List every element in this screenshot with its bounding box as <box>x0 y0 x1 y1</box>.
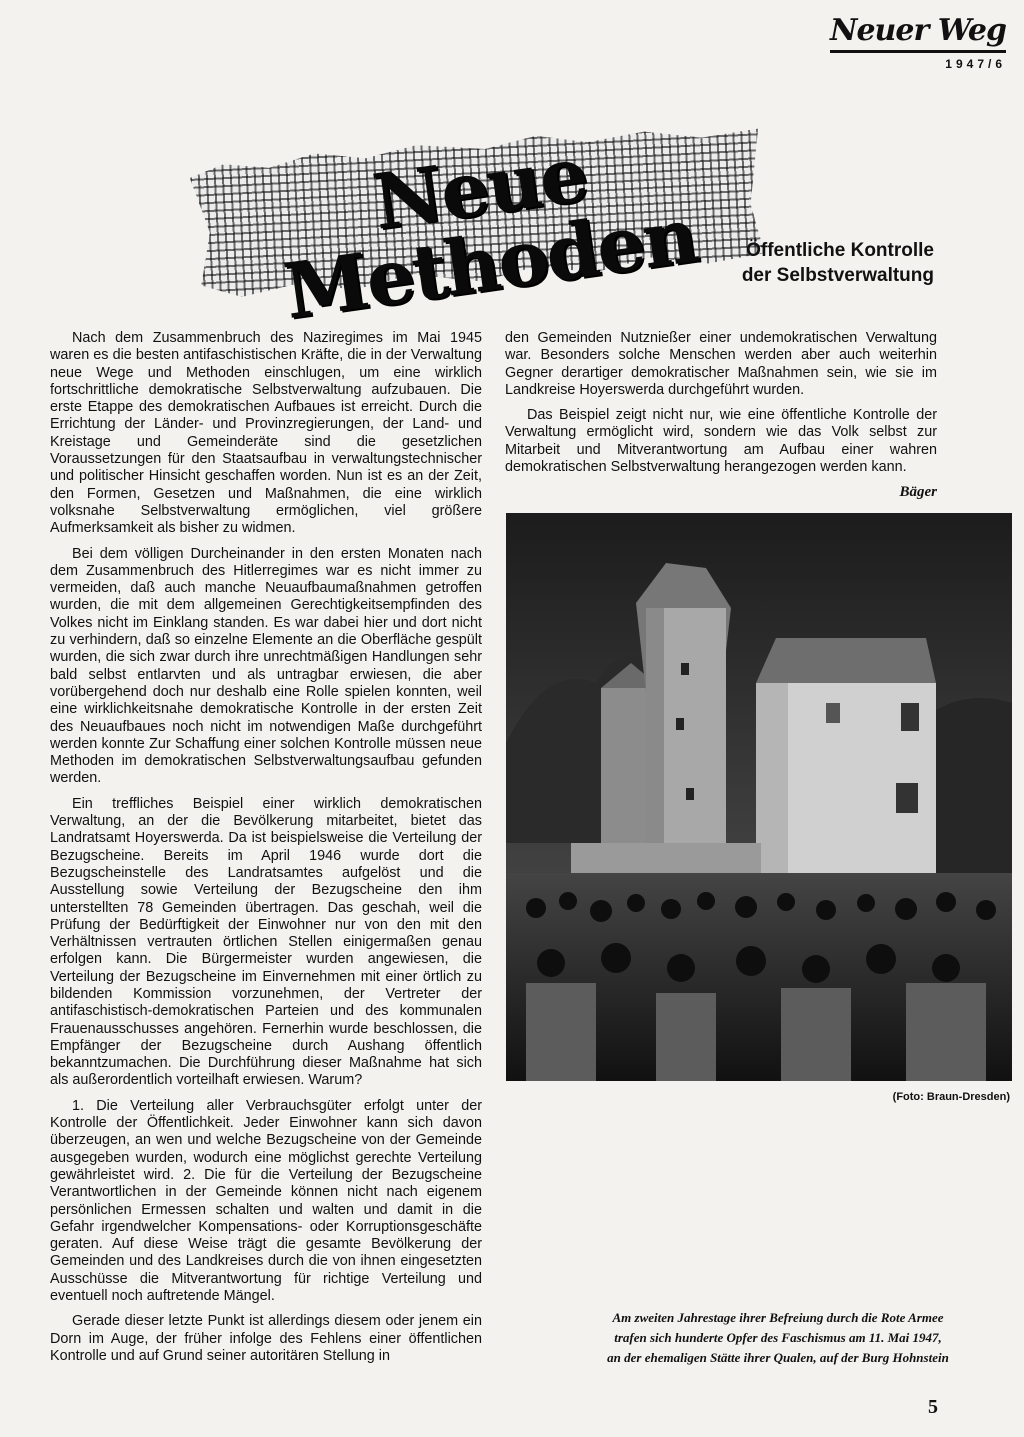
paragraph: den Gemeinden Nutznießer einer undemokratischen Verwaltung war. Besonders solche Menschen werden aber auch weiterhin Gegner derartiger demokratischer Maßnahmen sein, wie sie im Landkreise Hoyerswerda durchgeführt wurden. <box>505 330 937 398</box>
paragraph: Gerade dieser letzte Punkt ist allerdings diesem oder jenem ein Dorn im Auge, der früher infolge des Fehlens einer öffentlichen Kontrolle und auf Grund seiner autoritären Stellung in <box>50 1313 482 1364</box>
masthead <box>830 14 1006 71</box>
subtitle-line-1: Öffentliche Kontrolle <box>746 240 934 261</box>
right-text-column <box>505 330 937 502</box>
issue-number: 1947/6 <box>945 57 1006 71</box>
page-number: 5 <box>928 1396 938 1418</box>
paragraph: Nach dem Zusammenbruch des Naziregimes im Mai 1945 waren es die besten antifaschistischen Kräfte, die in der Verwaltung neue Wege und Methoden einschlugen, um eine wirklich fortschrittliche demokratische Selbstverwaltung aufzubauen. Die erste Etappe des demokratischen Aufbaues ist erreicht. Durch die Errichtung der Länder- und Provinzregierungen, der Land- und Kreistage und Gemeinderäte sind die gesetzlichen Voraussetzungen für den Staatsaufbau in verwaltungstechnischer und politischer Hinsicht geschaffen worden. Nun ist es an der Zeit, den Formen, Gesetzen und Maßnahmen, die eine wirklich volksnahe Selbstverwaltung ermöglichen, viel größere Aufmerksamkeit als bisher zu widmen. <box>50 330 482 537</box>
subtitle-line-2: der Selbstverwaltung <box>741 265 934 286</box>
left-text-column <box>50 330 482 1373</box>
article-headline: Neue Methoden <box>278 128 702 337</box>
paragraph: Bei dem völligen Durcheinander in den ersten Monaten nach dem Zusammenbruch des Hitlerregimes war es nicht immer zu vermeiden, daß auch manche Neuaufbaumaßnahmen getroffen wurden, die mit dem allgemeinen Gerechtigkeitsempfinden des Volkes nicht im Einklang standen. Es war dabei hier und dort nicht zu verhindern, daß so einzelne Elemente an die Oberfläche gespült wurden, die sich zwar durch ihre unrechtmäßigen Handlungen sehr bald selbst entlarvten und als untragbar erwiesen, die aber vorübergehend doch nur deshalb eine Rolle spielen konnten, weil eine wirklichkeitsnahe demokratische Kontrolle in der ersten Zeit des Neuaufbaues noch nicht im notwendigen Maße durchgeführt werden konnte Zur Schaffung einer solchen Kontrolle müssen neue Methoden im demokratischen Selbstverwaltungsaufbau gefunden werden. <box>50 545 482 787</box>
masthead-title: Neuer Weg <box>830 13 1006 48</box>
caption-line: an der ehemaligen Stätte ihrer Qualen, auf der Burg Hohnstein <box>607 1350 949 1365</box>
caption-line: trafen sich hunderte Opfer des Faschismus am 11. Mai 1947, <box>614 1330 942 1345</box>
article-subtitle <box>614 238 934 288</box>
paragraph: Ein treffliches Beispiel einer wirklich demokratischen Verwaltung, an der die Bevölkerung mitarbeitet, bietet das Landratsamt Hoyerswerda. Da ist beispielsweise die Verteilung der Bezugscheine. Bereits im April 1946 wurde dort die Bezugscheinstelle des Landratsamtes aufgelöst und die Ausstellung sowie Verteilung der Bezugscheine den ihm unterstellten 78 Gemeinden übertragen. Das geschah, weil die Prüfung der Bedürftigkeit der Einwohner nur von den mit den Verhältnissen vertrauten örtlichen Stellen einigermaßen genau erfolgen kann. Die Bürgermeister wurden angewiesen, die Verteilung der Bezugscheine im Einvernehmen mit einer örtlich zu bildenden Kommission vorzunehmen, der Vertreter der antifaschistisch-demokratischen Parteien und des kommunalen Frauenausschusses angehören. Fernerhin wurde beschlossen, die Empfänger der Bezugscheine durch Aushang öffentlich bekanntzumachen. Die Durchführung dieser Maßnahme hat sich als außerordentlich vorteilhaft erwiesen. Warum? <box>50 795 482 1089</box>
castle-crowd-photo <box>506 513 1012 1081</box>
photo-caption <box>592 1308 964 1368</box>
author-signature: Bäger <box>899 484 937 501</box>
caption-line: Am zweiten Jahrestage ihrer Befreiung durch die Rote Armee <box>612 1310 944 1325</box>
photo-credit: (Foto: Braun-Dresden) <box>892 1091 1010 1103</box>
paragraph: Das Beispiel zeigt nicht nur, wie eine öffentliche Kontrolle der Verwaltung ermöglicht wird, sondern wie das Volk selbst zur Mitarbeit und Mitverantwortung am Aufbau einer wahren demokratischen Selbstverwaltung herangezogen werden kann. <box>505 407 937 476</box>
masthead-rule <box>830 50 1006 53</box>
paragraph: 1. Die Verteilung aller Verbrauchsgüter erfolgt unter der Kontrolle der Öffentlichkeit. Jeder Einwohner kann sich davon überzeugen, an wen und welche Bezugscheine von der Gemeinde ausgegeben wurden, wodurch eine möglichst gerechte Verteilung gewährleistet wird. 2. Die für die Verteilung der Bezugscheine Verantwortlichen in der Gemeinde können nicht nach eigenem persönlichen Ermessen schalten und walten und damit in die Gefahr irgendwelcher Kompensations- oder Korruptionsgeschäfte geraten. Auf diese Weise trägt die gesamte Bevölkerung der Gemeinden und des Landkreises durch die von ihnen eingesetzten Ausschüsse die Mitverantwortung für richtige Verteilung und eventuell noch auftretende Mängel. <box>50 1097 482 1305</box>
photo-illustration <box>506 513 1012 1081</box>
